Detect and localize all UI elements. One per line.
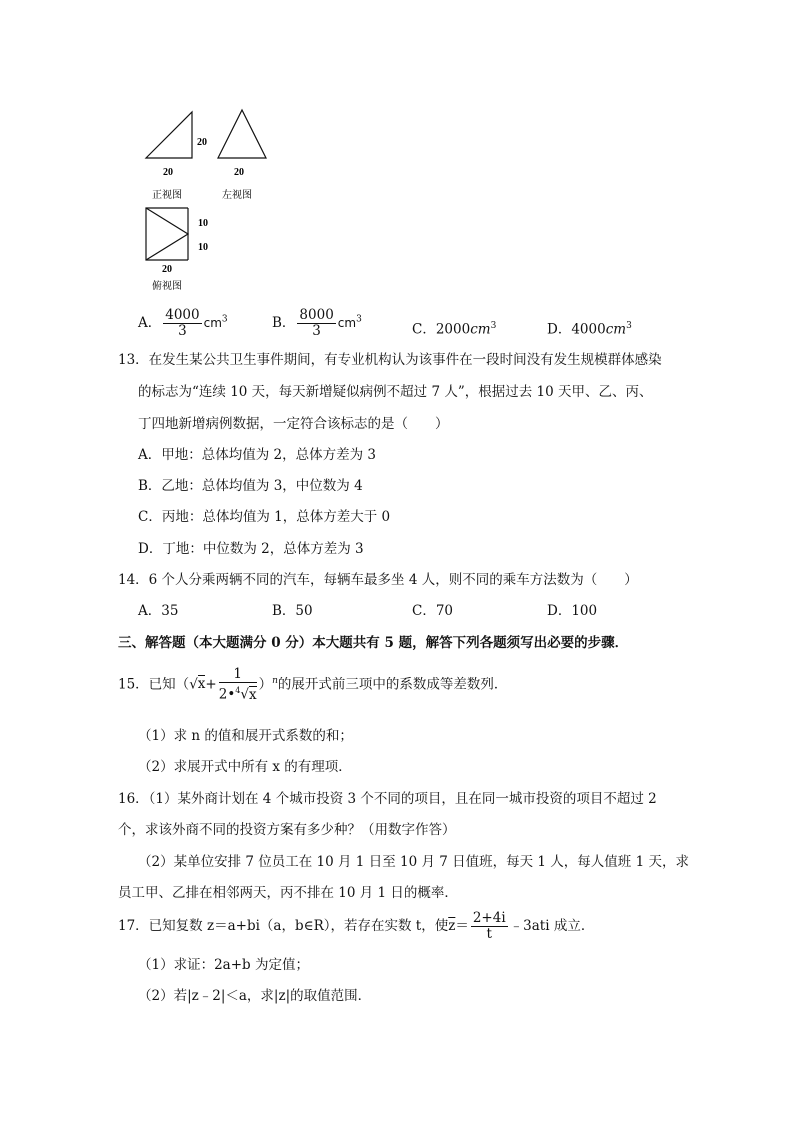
q14-option-b: B．50	[272, 603, 313, 619]
q16-line4: 员工甲、乙排在相邻两天，丙不排在 10 月 1 日的概率．	[118, 885, 458, 901]
q13-stem-line2: 的标志为“连续 10 天，每天新增疑似病例不超过 7 人”，根据过去 10 天甲、乙、丙、	[138, 384, 653, 400]
sqrt-x: √x	[189, 676, 206, 693]
q12-option-b: B． $\frac{8000}{3}$ $cm^3$	[272, 307, 362, 339]
q17-stem: 17．已知复数 z＝a+bi（a，b∈R），若存在实数 t，使$\overline{z}=$ $\frac{2+4i}{t}$ ﹣3ati 成立．	[118, 910, 595, 942]
q12-a-fraction: $\frac{4000}{3}$	[165, 307, 200, 339]
q12-option-c: C．$2000cm^3$	[412, 321, 497, 338]
q13-option-d: D．丁地：中位数为 2，总体方差为 3	[138, 541, 364, 557]
q15-part1: （1）求 n 的值和展开式系数的和；	[138, 728, 353, 744]
q16-line1: 16．（1）某外商计划在 4 个城市投资 3 个不同的项目，且在同一城市投资的项目不超过 2	[118, 791, 657, 807]
q16-line3: （2）某单位安排 7 位员工在 10 月 1 日至 10 月 7 日值班，每天 1 人，每人值班 1 天，求	[138, 854, 689, 870]
q12-option-d: D．$4000cm^3$	[547, 321, 632, 338]
q15-fraction: $\frac{1}{2•^4√x}$	[218, 666, 257, 703]
q14-option-c: C．70	[412, 603, 454, 619]
q13-stem-line1: 13．在发生某公共卫生事件期间，有专业机构认为该事件在一段时间没有发生规模群体感染	[118, 352, 662, 368]
section3-heading: 三、解答题（本大题满分 0 分）本大题共有 5 题，解答下列各题须写出必要的步骤．	[118, 635, 629, 651]
side-dim-bottom: 20	[234, 167, 244, 178]
top-dim-right-2: 10	[198, 242, 208, 253]
front-view-label: 正视图	[152, 190, 182, 201]
top-dim-bottom: 20	[162, 264, 172, 275]
q14-option-a: A．35	[138, 603, 179, 619]
front-dim-bottom: 20	[163, 167, 173, 178]
top-view-outline	[146, 208, 188, 260]
side-view-triangle	[218, 110, 266, 158]
q15-part2: （2）求展开式中所有 x 的有理项．	[138, 759, 352, 775]
q12-option-a: A． $\frac{4000}{3}$ $cm^3$	[138, 307, 228, 339]
top-view-zigzag	[146, 208, 188, 260]
q13-stem-line3: 丁四地新增病例数据，一定符合该标志的是（ ）	[138, 416, 449, 432]
side-view-label: 左视图	[222, 190, 252, 201]
q14-stem: 14．6 个人分乘两辆不同的汽车，每辆车最多坐 4 人，则不同的乘车方法数为（ ）	[118, 572, 638, 588]
q13-option-a: A．甲地：总体均值为 2，总体方差为 3	[138, 447, 377, 463]
q16-line2: 个，求该外商不同的投资方案有多少种？（用数字作答）	[118, 822, 456, 838]
q13-option-c: C．丙地：总体均值为 1，总体方差大于 0	[138, 509, 391, 525]
q17-part2: （2）若|z﹣2|＜a，求|z|的取值范围．	[138, 988, 372, 1004]
q15-stem: 15．已知（√x+ $\frac{1}{2•^4√x}$ ）$^n$的展开式前三项中的系数成等差数列．	[118, 666, 508, 703]
top-dim-right-1: 10	[198, 218, 208, 229]
q17-part1: （1）求证：2a+b 为定值；	[138, 957, 309, 973]
top-view-label: 俯视图	[152, 281, 182, 292]
q13-option-b: B．乙地：总体均值为 3，中位数为 4	[138, 478, 363, 494]
three-view-figure	[130, 100, 290, 340]
front-dim-right: 20	[197, 137, 207, 148]
front-view-triangle	[146, 112, 192, 158]
q14-option-d: D．100	[547, 603, 598, 619]
q12-b-fraction: $\frac{8000}{3}$	[299, 307, 334, 339]
q17-fraction: $\frac{2+4i}{t}$	[472, 910, 506, 942]
